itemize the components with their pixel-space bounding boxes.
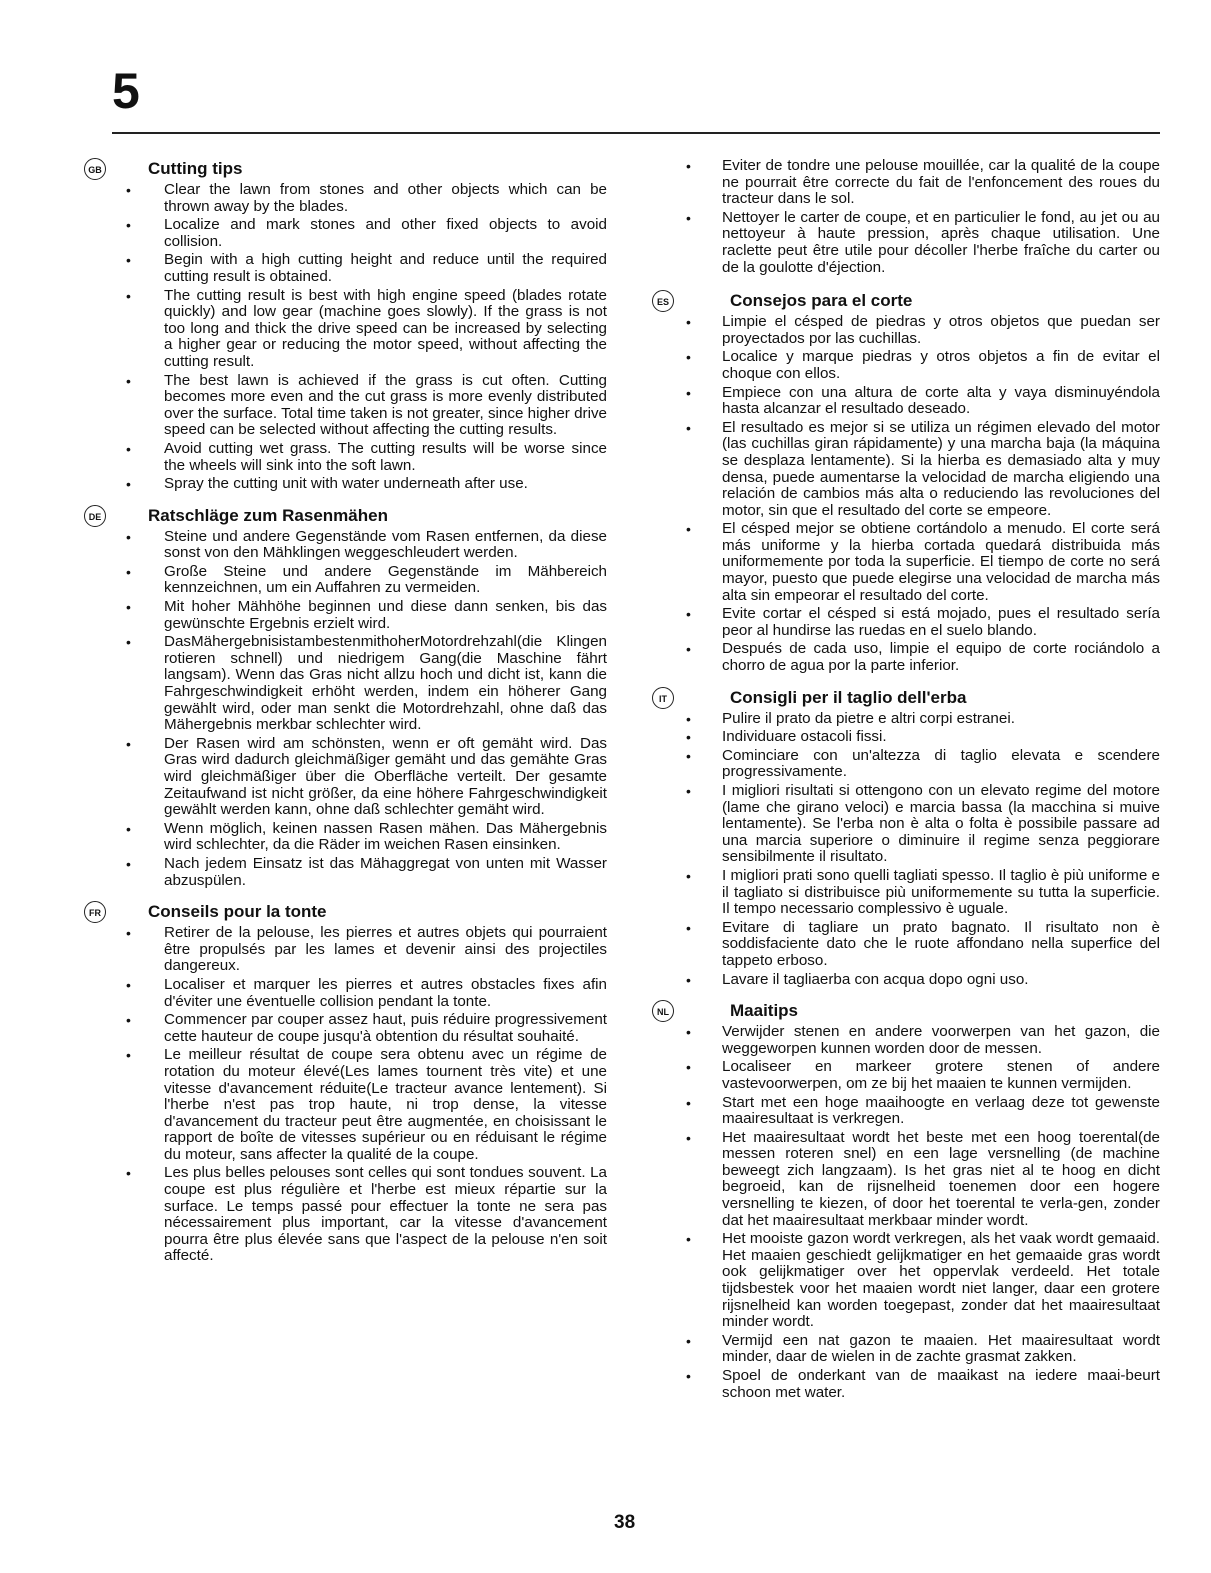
list-item-text: Wenn möglich, keinen nassen Rasen mähen. Das Mähergebnis wird schlechter, da die Räder im weichen Rasen einsinken. [164,819,607,854]
list-item-text: Begin with a high cutting height and reduce until the required cutting result is obtained. [164,251,607,285]
list-item-text: Cominciare con un'altezza di taglio elevata e scendere progressivamente. [722,746,1160,781]
list-item-text: Verwijder stenen en andere voorwerpen van het gazon, die weggeworpen kunnen worden door de messen. [722,1023,1160,1057]
bullet-icon: • [686,1129,691,1146]
bullet-icon: • [686,867,691,884]
bullet-icon: • [126,634,131,651]
right-column [652,158,1160,1413]
section-header [652,1000,1160,1022]
section-title: Consejos para el corte [730,291,913,311]
list-item [652,349,1160,382]
list-item [112,1012,607,1045]
list-item-text: Commencer par couper assez haut, puis réduire progressivement cette hauteur de coupe jusqu'à obtention du résultat souhaité. [164,1011,607,1045]
list-item-text: The best lawn is achieved if the grass is cut often. Cutting becomes more even and the cut grass is more evenly distributed over the surface. Total time taken is not greater, since higher drive speed can be selected without affecting the cutting results. [164,371,607,439]
bullet-icon: • [686,419,691,436]
chapter-number: 5 [112,63,140,119]
list-item [652,210,1160,276]
list-item [112,821,607,854]
bullet-icon: • [686,783,691,799]
tips-list [112,925,607,1265]
list-item-text: El resultado es mejor si se utiliza un régimen elevado del motor (las cuchillas giran rápidamente) y una marcha baja (la máquina se desplaza lentamente). Si la hierba es demasiado alta y muy densa, puede aumentarse la velocidad de marcha eligiendo una relación de cambios más alta o reduciendo las revoluciones del motor, sin que el resultado del corte se empeore. [722,418,1160,519]
list-item-text: Después de cada uso, limpie el equipo de corte rociándolo a chorro de agua por la parte inferior. [722,640,1160,675]
bullet-icon: • [686,209,691,226]
bullet-icon: • [686,158,691,174]
bullet-icon: • [686,1024,691,1041]
list-item-text: Nettoyer le carter de coupe, et en particulier le fond, au jet ou au nettoyeur à haute pression, après chaque utilisation. Une raclette peut être utile pour décoller l'herbe fraîche du carter ou de la goulotte d'éjection. [722,208,1160,276]
list-item [652,314,1160,347]
section-title: Conseils pour la tonte [148,902,327,922]
bullet-icon: • [686,710,691,727]
list-item-text: Avoid cutting wet grass. The cutting results will be worse since the wheels will sink into the soft lawn. [164,439,607,474]
list-item [652,868,1160,918]
bullet-icon: • [126,735,131,752]
section-title: Cutting tips [148,159,243,178]
list-item [652,606,1160,639]
bullet-icon: • [686,606,691,623]
bullet-icon: • [126,217,131,234]
list-item-text: I migliori risultati si ottengono con un elevato regime del motore (lame che girano veloci) e marcia bassa (la macchina si muive lentamente). Se l'erba non è alta o folta è possibile passare ad una marcia superiore o diminuire il regime senza peggiorare sensibilmente il risultato. [722,782,1160,866]
list-item-text: Lavare il tagliaerba con acqua dopo ogni uso. [722,970,1029,988]
bullet-icon: • [686,1231,691,1248]
list-item-text: Evite cortar el césped si está mojado, pues el resultado sería peor al hundirse las ruedas en el suelo blando. [722,605,1160,639]
bullet-icon: • [686,641,691,658]
list-item [652,420,1160,520]
language-badge-icon: NL [652,1000,674,1022]
section-header [652,687,1160,709]
section-es [652,290,1160,674]
list-item [652,1095,1160,1128]
section-header [88,505,607,527]
list-item [112,252,607,285]
list-item [652,748,1160,781]
list-item [112,634,607,734]
section-title: Consigli per il taglio dell'erba [730,687,967,707]
bullet-icon: • [686,349,691,366]
bullet-icon: • [686,521,691,538]
list-item [112,529,607,562]
list-item-text: Nach jedem Einsatz ist das Mähaggregat von unten mit Wasser abzuspülen. [164,854,607,889]
list-item-text: Individuare ostacoli fissi. [722,728,887,746]
list-item-text: The cutting result is best with high engine speed (blades rotate quickly) and low gear (machine goes slowly). If the grass is not too long and thick the drive speed can be increased by selecting a higher gear or reducing the motor speed, without affecting the cutting result. [164,286,607,370]
list-item [652,1024,1160,1057]
bullet-icon: • [126,1012,131,1029]
list-item [112,736,607,819]
list-item [652,1368,1160,1401]
tips-list [112,182,607,493]
bullet-icon: • [686,1368,691,1384]
list-item [112,564,607,597]
list-item-text: Vermijd een nat gazon te maaien. Het maairesultaat wordt minder, daar de wielen in de zachte grasmat zakken. [722,1331,1160,1366]
list-item-text: Spray the cutting unit with water underneath after use. [164,475,528,493]
language-badge-icon: GB [84,158,106,180]
list-item [112,977,607,1010]
bullet-icon: • [686,1059,691,1076]
continued-list [652,158,1160,276]
list-item [112,182,607,215]
list-item-text: Große Steine und andere Gegenstände im Mähbereich kennzeichnen, um ein Auffahren zu vermeiden. [164,562,607,597]
list-item-text: Localize and mark stones and other fixed objects to avoid collision. [164,216,607,250]
bullet-icon: • [126,440,131,457]
language-badge-icon: FR [84,901,106,923]
section-nl [652,1000,1160,1401]
bullet-icon: • [126,1047,131,1064]
list-item [112,856,607,889]
section-header [652,290,1160,312]
bullet-icon: • [126,252,131,269]
list-item-text: Clear the lawn from stones and other objects which can be thrown away by the blades. [164,181,607,215]
list-item [112,441,607,474]
list-item [112,1165,607,1265]
tips-list [112,529,607,889]
tips-list [652,711,1160,989]
bullet-icon: • [126,855,131,872]
section-de [88,505,607,889]
list-item [652,920,1160,970]
list-item-text: Limpie el césped de piedras y otros objetos que puedan ser proyectados por las cuchillas. [722,313,1160,347]
bullet-icon: • [126,182,131,198]
list-item [652,729,1160,746]
list-item-text: Localice y marque piedras y otros objetos a fin de evitar el choque con ellos. [722,348,1160,382]
list-item [652,972,1160,989]
bullet-icon: • [126,976,131,993]
tips-list [652,1024,1160,1401]
list-item-text: Start met een hoge maaihoogte en verlaag deze tot gewenste maairesultaat is verkregen. [722,1093,1160,1128]
language-badge-icon: DE [84,505,106,527]
section-title: Maaitips [730,1001,799,1021]
bullet-icon: • [686,729,691,746]
language-badge-icon: ES [652,290,674,312]
bullet-icon: • [126,599,131,616]
bullet-icon: • [126,820,131,837]
list-item-text: Les plus belles pelouses sont celles qui sont tondues souvent. La coupe est plus régulière et l'herbe est mieux répartie sur la surface. Le temps passé pour effectuer la tonte ne sera pas nécessairement plus important, car la vitesse d'avancement pourra être plus élevée sans que l'aspect de la pelouse n'en soit affecté. [164,1164,607,1265]
page-number: 38 [614,1512,636,1533]
list-item [112,925,607,975]
language-badge-icon: IT [652,687,674,709]
bullet-icon: • [686,1332,691,1349]
header-rule [112,132,1160,134]
list-item [652,385,1160,418]
bullet-icon: • [126,528,131,545]
section-title: Ratschläge zum Rasenmähen [148,505,388,525]
list-item-text: Localiser et marquer les pierres et autres obstacles fixes afin d'éviter une éventuelle collision pendant la tonte. [164,975,607,1010]
list-item-text: I migliori prati sono quelli tagliati spesso. Il taglio è più uniforme e il tagliato si distribuisce più uniformemente su tutta la superficie. Il tempo necessario complessivo è uguale. [722,866,1160,918]
bullet-icon: • [686,384,691,401]
list-item-text: Mit hoher Mähhöhe beginnen und diese dann senken, bis das gewünschte Ergebnis erzielt wird. [164,598,607,632]
list-item-text: Empiece con una altura de corte alta y vaya disminuyéndola hasta alcanzar el resultado deseado. [722,383,1160,418]
section-header [89,901,607,923]
section-fr [89,901,607,1265]
list-item [652,158,1160,208]
list-item [652,1231,1160,1331]
list-item-text: DasMähergebnisistambestenmithoherMotordrehzahl(die Klingen rotieren schnell) und niedrigem Gang(die Maschine fährt langsam). Wenn das Gras nicht allzu hoch und dicht ist, kann die Fahrgeschwindigkeit erhöht werden, indem ein höherer Gang gewählt wird, oder man senkt die Motordrehzahl, ohne daß das Mähergebnis merkbar schlechter wird. [164,633,607,734]
list-item-text: Localiseer en markeer grotere stenen of andere vastevoorwerpen, om ze bij het maaien te kunnen vermijden. [722,1058,1160,1092]
bullet-icon: • [686,747,691,764]
list-item [652,1333,1160,1366]
list-item [112,599,607,632]
bullet-icon: • [126,287,131,304]
list-item [652,1059,1160,1092]
bullet-icon: • [686,919,691,936]
bullet-icon: • [686,971,691,988]
list-item-text: Retirer de la pelouse, les pierres et autres objets qui pourraient être propulsés par les lames et devenir ainsi des projectiles dangereux. [164,924,607,975]
list-item-text: El césped mejor se obtiene cortándolo a menudo. El corte será más uniforme y la hierba cortada quedará distribuida más uniformemente por toda la superficie. El tiempo de corte no será mayor, puesto que puede elegirse una velocidad de marcha más alta sin empeorar el resultado del corte. [722,520,1160,604]
list-item-text: Evitare di tagliare un prato bagnato. Il risultato non è soddisfaciente dato che le ruote affondano nella superfice del tappeto erboso. [722,918,1160,969]
list-item [112,476,607,493]
bullet-icon: • [686,314,691,331]
bullet-icon: • [686,1094,691,1111]
bullet-icon: • [126,563,131,580]
list-item [652,1130,1160,1230]
list-item-text: Der Rasen wird am schönsten, wenn er oft gemäht wird. Das Gras wird dadurch gleichmäßiger gemäht und das gemähte Gras wird gleichmäßiger über die Oberfläche verteilt. Der gesamte Zeitaufwand ist nicht größer, da eine höhere Fahrgeschwindigkeit gewählt werden kann, ohne daß schlechter gemäht wird. [164,734,607,819]
bullet-icon: • [126,1165,131,1182]
list-item-text: Pulire il prato da pietre e altri corpi estranei. [722,709,1015,727]
list-item [112,217,607,250]
list-item [652,521,1160,604]
list-item-text: Eviter de tondre une pelouse mouillée, car la qualité de la coupe ne pourrait être correcte du fait de l'enfoncement des roues du tracteur dans le sol. [722,157,1160,208]
list-item [112,288,607,371]
list-item [112,373,607,439]
section-header [88,158,607,180]
list-item-text: Het maairesultaat wordt het beste met een hoog toerental(de messen roteren snel) en een lage versnelling (de machine beweegt zich langzaam). Is het gras niet al te hoog en dicht begroeid, kan de rijsnelheid toenemen door een hogere versnelling te kiezen, of door het toerental te verla-gen, zonder dat het maairesultaat merkbaar minder wordt. [722,1128,1160,1229]
bullet-icon: • [126,372,131,389]
list-item [112,1047,607,1163]
left-column [88,158,607,1277]
bullet-icon: • [126,925,131,942]
bullet-icon: • [126,476,131,493]
section-gb [88,158,607,493]
list-item [652,711,1160,728]
list-item-text: Spoel de onderkant van de maaikast na iedere maai-beurt schoon met water. [722,1367,1160,1401]
tips-list [652,314,1160,674]
list-item-text: Het mooiste gazon wordt verkregen, als het vaak wordt gemaaid. Het maaien geschiedt gelijkmatiger en het gemaaide gras wordt ook gelijkmatiger over het oppervlak verdeeld. Het totale tijdsbestek voor het maaien wordt niet langer, daar een grotere rijsnelheid kan worden toegepast, zonder dat het maairesultaat minder wordt. [722,1230,1160,1331]
list-item-text: Le meilleur résultat de coupe sera obtenu avec un régime de rotation du moteur élevé(Les lames tournent très vite) et une vitesse d'avancement réduite(Le tracteur avance lentement). Si l'herbe n'est pas trop haute, ni trop dense, la vitesse d'avancement du tracteur peut être augmentée, en choisissant le rapport de boîte de vitesses supérieur ou en réduisant le régime du moteur, sans affecter la qualité de la coupe. [164,1046,607,1163]
list-item [652,783,1160,866]
list-item [652,641,1160,674]
list-item-text: Steine und andere Gegenstände vom Rasen entfernen, da diese sonst von den Mähklingen weggeschleudert werden. [164,527,607,562]
section-it [652,687,1160,989]
